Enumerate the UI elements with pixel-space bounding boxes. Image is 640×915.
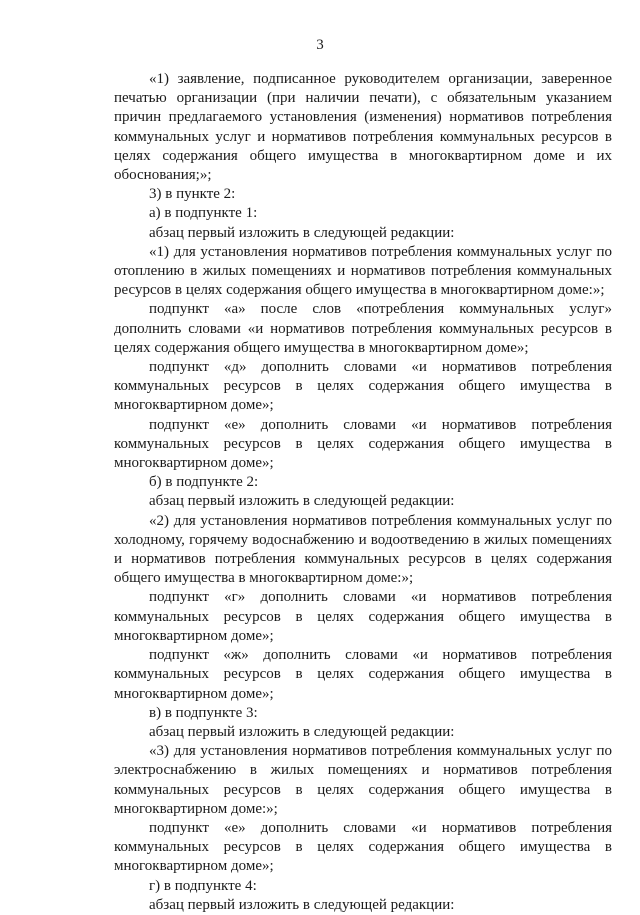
paragraph-19-first-para-new-edition: абзац первый изложить в следующей редакции: — [149, 896, 455, 913]
paragraph-3-subpoint-1: а) в подпункте 1: — [149, 205, 258, 222]
paragraph-12-subpoint-g: подпункт «г» дополнить словами «и нормативов потребления коммунальных ресурсов в целях содержания общего имущества в многоквартирном доме»; — [114, 589, 612, 644]
paragraph-16-electricity-norms: «3) для установления нормативов потребления коммунальных услуг по электроснабжению в жилых помещениях и нормативов потребления коммунальных ресурсов в целях содержания общего имущества в многоквартирном доме:»; — [114, 743, 612, 817]
paragraph-7-subpoint-d: подпункт «д» дополнить словами «и нормативов потребления коммунальных ресурсов в целях содержания общего имущества в многоквартирном доме»; — [114, 359, 612, 414]
paragraph-14-subpoint-3: в) в подпункте 3: — [149, 704, 258, 721]
paragraph-15-first-para-new-edition: абзац первый изложить в следующей редакции: — [149, 723, 455, 740]
paragraph-8-subpoint-e: подпункт «е» дополнить словами «и нормативов потребления коммунальных ресурсов в целях содержания общего имущества в многоквартирном доме»; — [114, 416, 612, 472]
paragraph-1-application: «1) заявление, подписанное руководителем организации, заверенное печатью организации (при наличии печати), с обязательным указанием причин предлагаемого установления (изменения) нормативов потребления коммунальных услуг и нормативов потребления коммунальных ресурсов в целях содержания общего имущества в многоквартирном доме и их обоснования;»; — [114, 71, 612, 184]
paragraph-4-first-para-new-edition: абзац первый изложить в следующей редакции: — [149, 224, 455, 241]
paragraph-13-subpoint-zh: подпункт «ж» дополнить словами «и нормативов потребления коммунальных ресурсов в целях содержания общего имущества в многоквартирном доме»; — [114, 647, 612, 702]
paragraph-9-subpoint-2: б) в подпункте 2: — [149, 474, 259, 491]
paragraph-6-subpoint-a: подпункт «а» после слов «потребления коммунальных услуг» дополнить словами «и нормативов потребления коммунальных ресурсов в целях содержания общего имущества в многоквартирном доме»; — [114, 301, 612, 356]
document-body — [114, 70, 612, 915]
paragraph-2-item-3-point-2: 3) в пункте 2: — [149, 186, 236, 203]
page-number: 3 — [316, 37, 324, 53]
paragraph-17-subpoint-e: подпункт «е» дополнить словами «и нормативов потребления коммунальных ресурсов в целях содержания общего имущества в многоквартирном доме»; — [114, 819, 612, 875]
paragraph-18-subpoint-4: г) в подпункте 4: — [149, 877, 257, 894]
paragraph-10-first-para-new-edition: абзац первый изложить в следующей редакции: — [149, 493, 455, 510]
paragraph-11-water-norms: «2) для установления нормативов потребления коммунальных услуг по холодному, горячему водоснабжению и водоотведению в жилых помещениях и нормативов потребления коммунальных ресурсов в целях содержания общего имущества в многоквартирном доме:»; — [114, 512, 612, 587]
paragraph-5-heating-norms: «1) для установления нормативов потребления коммунальных услуг по отоплению в жилых помещениях и нормативов потребления коммунальных ресурсов в целях содержания общего имущества в многоквартирном доме:»; — [114, 243, 612, 299]
